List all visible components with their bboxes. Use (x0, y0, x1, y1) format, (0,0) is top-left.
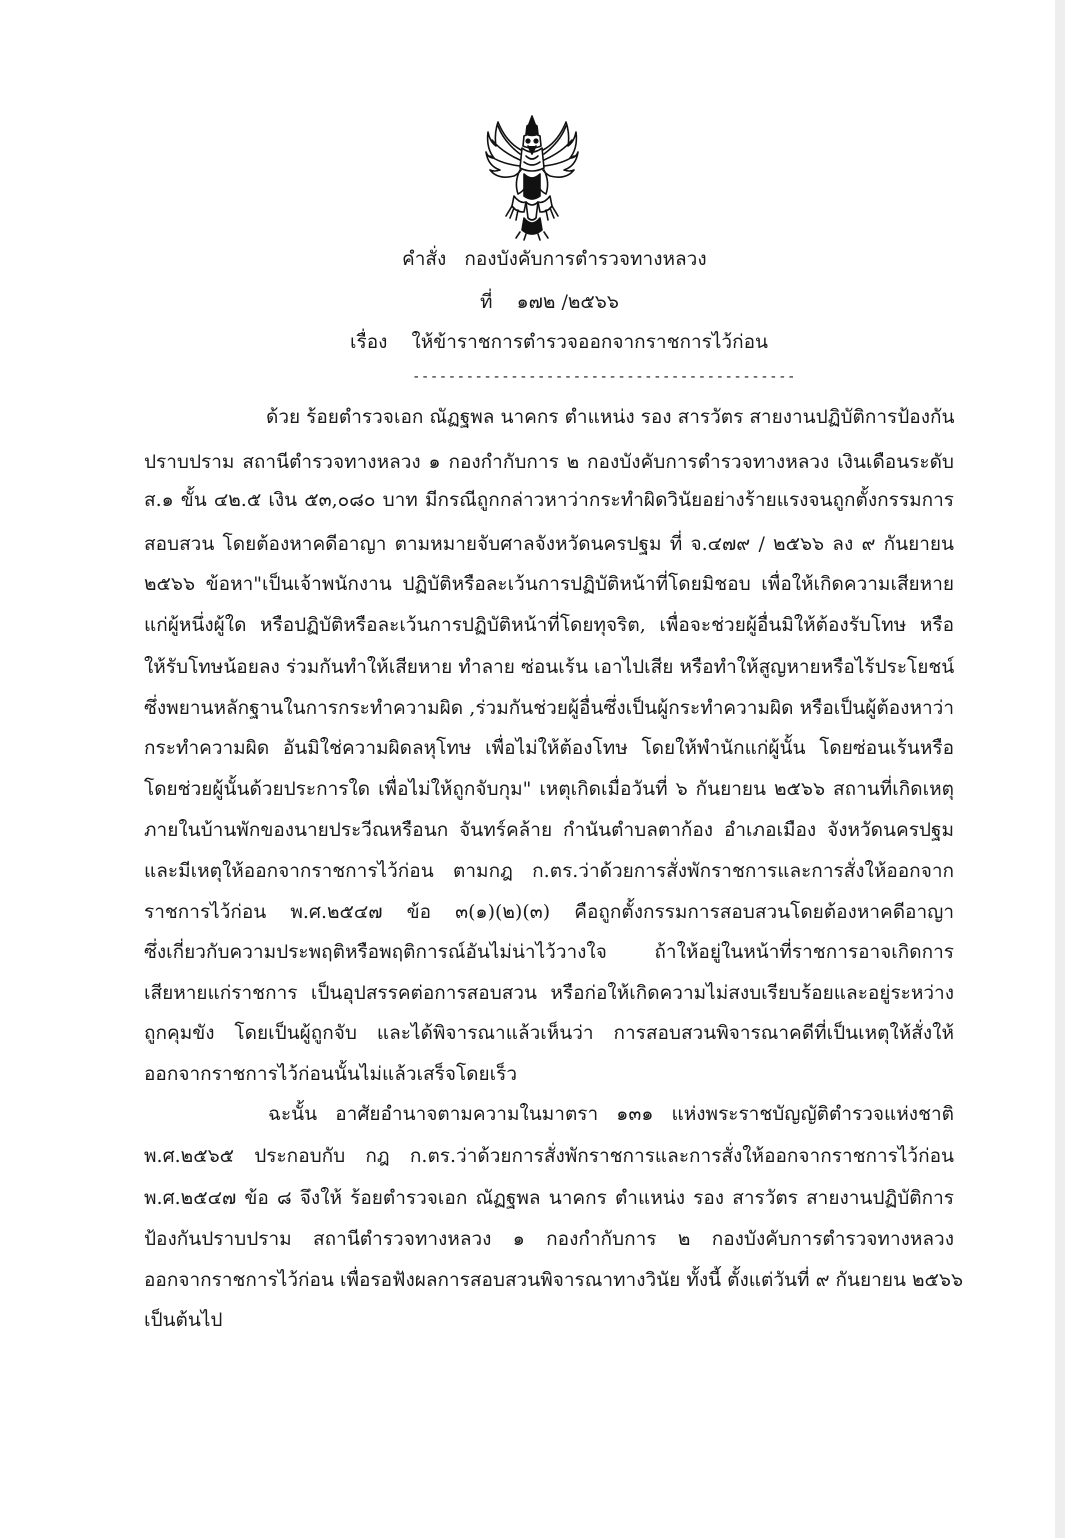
body-line: ฉะนั้น อาศัยอำนาจตามความในมาตรา ๑๓๑ แห่งพระราชบัญญัติตำรวจแห่งชาติ (268, 1103, 954, 1125)
body-line: เป็นต้นไป (144, 1309, 223, 1331)
body-line: ๒๕๖๖ ข้อหา"เป็นเจ้าพนักงาน ปฏิบัติหรือละเว้นการปฏิบัติหน้าที่โดยมิชอบ เพื่อให้เกิดความเสียหาย (144, 573, 954, 595)
body-line: ถูกคุมขัง โดยเป็นผู้ถูกจับ และได้พิจารณาแล้วเห็นว่า การสอบสวนพิจารณาคดีที่เป็นเหตุให้สั่งให้ (144, 1022, 954, 1044)
body-line: แก่ผู้หนึ่งผู้ใด หรือปฏิบัติหรือละเว้นการปฏิบัติหน้าที่โดยทุจริต, เพื่อจะช่วยผู้อื่นมิให้ต้องรับโทษ หรือ (144, 614, 954, 636)
order-subject-label: เรื่อง (350, 331, 388, 353)
body-line: ปราบปราม สถานีตำรวจทางหลวง ๑ กองกำกับการ ๒ กองบังคับการตำรวจทางหลวง เงินเดือนระดับ (144, 451, 954, 473)
body-line: และมีเหตุให้ออกจากราชการไว้ก่อน ตามกฎ ก.ตร.ว่าด้วยการสั่งพักราชการและการสั่งให้ออกจาก (144, 860, 954, 882)
order-number-value: ๑๗๒ /๒๕๖๖ (516, 291, 619, 313)
body-line: กระทำความผิด อันมิใช่ความผิดลหุโทษ เพื่อไม่ให้ต้องโทษ โดยให้พำนักแก่ผู้นั้น โดยซ่อนเร้นหรือ (144, 737, 954, 759)
body-line: สอบสวน โดยต้องหาคดีอาญา ตามหมายจับศาลจังหวัดนครปฐม ที่ จ.๔๗๙ / ๒๕๖๖ ลง ๙ กันยายน (144, 533, 954, 555)
body-line: ให้รับโทษน้อยลง ร่วมกันทำให้เสียหาย ทำลาย ซ่อนเร้น เอาไปเสีย หรือทำให้สูญหายหรือไร้ประโยชน์ (144, 656, 955, 678)
order-number-label: ที่ (480, 291, 493, 313)
body-line: ราชการไว้ก่อน พ.ศ.๒๕๔๗ ข้อ ๓(๑)(๒)(๓) คือถูกตั้งกรรมการสอบสวนโดยต้องหาคดีอาญา (144, 901, 954, 923)
body-line: เสียหายแก่ราชการ เป็นอุปสรรคต่อการสอบสวน หรือก่อให้เกิดความไม่สงบเรียบร้อยและอยู่ระหว่าง (144, 982, 954, 1004)
body-line: ป้องกันปราบปราม สถานีตำรวจทางหลวง ๑ กองกำกับการ ๒ กองบังคับการตำรวจทางหลวง (144, 1228, 954, 1250)
body-line: ซึ่งเกี่ยวกับความประพฤติหรือพฤติการณ์อันไม่น่าไว้วางใจ ถ้าให้อยู่ในหน้าที่ราชการอาจเกิดการ (144, 941, 954, 963)
body-line: ภายในบ้านพักของนายประวีณหรือนก จันทร์คล้าย กำนันตำบลตาก้อง อำเภอเมือง จังหวัดนครปฐม (144, 819, 954, 841)
body-line: ซึ่งพยานหลักฐานในการกระทำความผิด ,ร่วมกันช่วยผู้อื่นซึ่งเป็นผู้กระทำความผิด หรือเป็นผู้ต้องหาว่า (144, 697, 954, 719)
body-line: โดยช่วยผู้นั้นด้วยประการใด เพื่อไม่ให้ถูกจับกุม" เหตุเกิดเมื่อวันที่ ๖ กันยายน ๒๕๖๖ สถานที่เกิดเหตุ (144, 778, 954, 800)
page-edge (1055, 0, 1065, 1538)
body-line: พ.ศ.๒๕๖๕ ประกอบกับ กฎ ก.ตร.ว่าด้วยการสั่งพักราชการและการสั่งให้ออกจากราชการไว้ก่อน (144, 1145, 954, 1167)
order-title-label: คำสั่ง (402, 248, 447, 270)
body-line: ออกจากราชการไว้ก่อน เพื่อรอฟังผลการสอบสวนพิจารณาทางวินัย ทั้งนี้ ตั้งแต่วันที่ ๙ กันยายน ๒๕๖๖ (144, 1269, 964, 1291)
dashed-divider: ------------------------------------------- (412, 369, 796, 385)
body-line: ออกจากราชการไว้ก่อนนั้นไม่แล้วเสร็จโดยเร็ว (144, 1063, 517, 1085)
body-line: ด้วย ร้อยตำรวจเอก ณัฏฐพล นาคกร ตำแหน่ง รอง สารวัตร สายงานปฏิบัติการป้องกัน (266, 406, 955, 428)
body-line: พ.ศ.๒๕๔๗ ข้อ ๘ จึงให้ ร้อยตำรวจเอก ณัฏฐพล นาคกร ตำแหน่ง รอง สารวัตร สายงานปฏิบัติการ (144, 1187, 954, 1209)
body-line: ส.๑ ขั้น ๔๒.๕ เงิน ๕๓,๐๘๐ บาท มีกรณีถูกกล่าวหาว่ากระทำผิดวินัยอย่างร้ายแรงจนถูกตั้งกรรมการ (144, 489, 954, 511)
order-issuer: กองบังคับการตำรวจทางหลวง (464, 248, 707, 270)
order-subject-value: ให้ข้าราชการตำรวจออกจากราชการไว้ก่อน (411, 331, 768, 353)
